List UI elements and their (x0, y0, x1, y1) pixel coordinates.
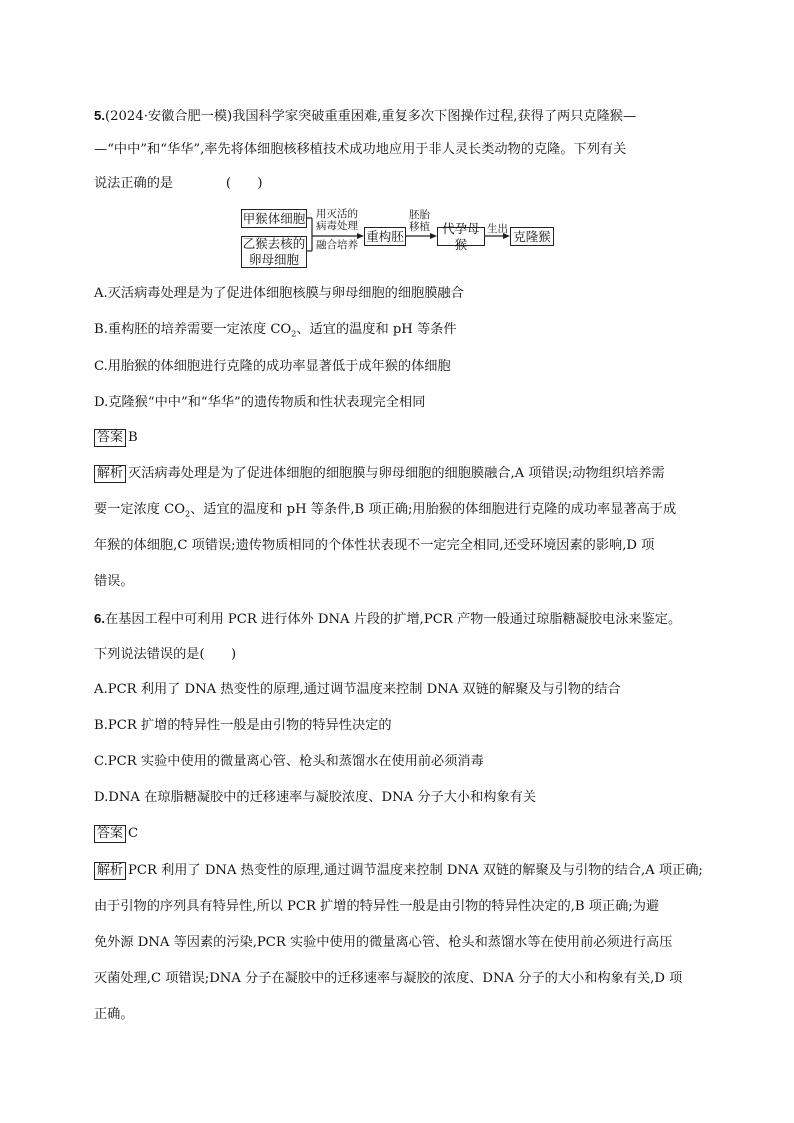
q6-analysis-line-1: 解析 PCR 利用了 DNA 热变性的原理,通过调节温度来控制 DNA 双链的解聚及与引物的结合,A 项正确; (94, 861, 706, 881)
q6-stem-line-2: 下列说法错误的是( ) (94, 647, 237, 662)
analysis-tag: 解析 (94, 862, 126, 880)
q6-analysis-line-3: 免外源 DNA 等因素的污染,PCR 实验中使用的微量离心管、枪头和蒸馏水等在使用前必须进行高压 (94, 935, 673, 950)
diagram-box-monkey-b-oocyte (241, 236, 307, 268)
diagram-label-birth: 生出 (487, 223, 508, 235)
q6-option-c: C.PCR 实验中使用的微量离心管、枪头和蒸馏水在使用前必须消毒 (94, 754, 484, 769)
q5-option-d: D.克隆猴“中中”和“华华”的遗传物质和性状表现完全相同 (94, 395, 426, 410)
diagram-label-fusion-culture: 融合培养 (316, 239, 358, 251)
q5-stem-line-2: —“中中”和“华华”,率先将体细胞核移植技术成功地应用于非人灵长类动物的克隆。下列有关 (94, 142, 627, 157)
q5-analysis-line-3: 年猴的体细胞,C 项错误;遗传物质相同的个体性状表现不一定完全相同,还受环境因素的影响,D 项 (94, 538, 655, 553)
answer-tag: 答案 (94, 429, 126, 447)
q6-option-a: A.PCR 利用了 DNA 热变性的原理,通过调节温度来控制 DNA 双链的解聚及与引物的结合 (94, 682, 621, 697)
diagram-box-b-line-1: 乙猴去核的 (242, 236, 306, 251)
diagram-label-embryo-transfer-2: 移植 (409, 221, 430, 233)
q5-stem-text-1: (2024·安徽合肥一模)我国科学家突破重重困难,重复多次下图操作过程,获得了两只克隆猴— (105, 109, 637, 124)
q6-stem-line-1: 6.在基因工程中可利用 PCR 进行体外 DNA 片段的扩增,PCR 产物一般通过琼脂糖凝胶电泳来鉴定。 (94, 611, 682, 627)
q6-answer-value: C (128, 826, 139, 841)
diagram-box-monkey-a-somatic-cell: 甲猴体细胞 (241, 209, 307, 228)
diagram-box-b-line-2: 卵母细胞 (248, 252, 299, 267)
analysis-tag: 解析 (94, 465, 126, 483)
q6-option-b: B.PCR 扩增的特异性一般是由引物的特异性决定的 (94, 718, 392, 733)
diagram-box-clone-monkey: 克隆猴 (510, 227, 554, 246)
q5-option-c: C.用胎猴的体细胞进行克隆的成功率显著低于成年猴的体细胞 (94, 359, 451, 374)
diagram-label-inactivated-virus-1: 用灭活的 (316, 208, 358, 220)
diagram-box-surrogate-monkey: 代孕母猴 (437, 227, 485, 246)
q5-analysis-line-2: 要一定浓度 $CO_2$、适宜的温度和 pH 等条件,B 项正确;用胎猴的体细胞进行克隆的成功率显著高于成 (94, 502, 677, 519)
q5-stem-line-3: 说法正确的是 ( ) (94, 176, 263, 191)
q6-analysis-line-4: 灭菌处理,C 项错误;DNA 分子在凝胶中的迁移速率与凝胶的浓度、DNA 分子的大小和构象有关,D 项 (94, 971, 683, 986)
q6-analysis-line-2: 由于引物的序列具有特异性,所以 PCR 扩增的特异性一般是由引物的特异性决定的,B 项正确;为避 (94, 899, 660, 914)
q5-answer (94, 428, 706, 448)
q6-option-d: D.DNA 在琼脂糖凝胶中的迁移速率与凝胶浓度、DNA 分子大小和构象有关 (94, 790, 537, 805)
q5-analysis-line-4: 错误。 (94, 574, 134, 589)
q5-option-b: B.重构胚的培养需要一定浓度 $CO_2$、适宜的温度和 pH 等条件 (94, 322, 457, 339)
q5-analysis-line-1: 解析 灭活病毒处理是为了促进体细胞的细胞膜与卵母细胞的细胞膜融合,A 项错误;动物组织培养需 (94, 464, 706, 484)
q5-option-a: A.灭活病毒处理是为了促进体细胞核膜与卵母细胞的细胞膜融合 (94, 286, 464, 301)
diagram-label-embryo-transfer-1: 胚胎 (409, 209, 430, 221)
diagram-label-inactivated-virus-2: 病毒处理 (316, 220, 358, 232)
diagram-box-reconstructed-embryo: 重构胚 (364, 227, 406, 246)
q5-answer-value: B (128, 430, 138, 445)
q6-analysis-line-5: 正确。 (94, 1007, 134, 1022)
q6-answer (94, 824, 706, 844)
q5-number: 5. (94, 108, 105, 123)
q6-number: 6. (94, 611, 105, 626)
answer-tag: 答案 (94, 825, 126, 843)
cloning-flow-diagram (0, 0, 794, 300)
